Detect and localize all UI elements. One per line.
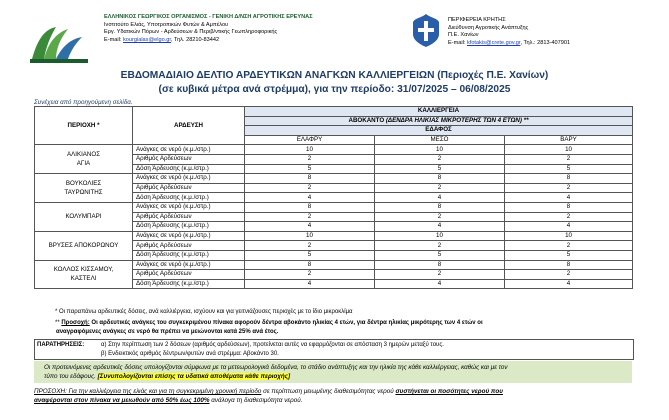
greek-coat-of-arms-icon (411, 12, 441, 48)
metric-label: Αριθμός Αρδεύσεων (133, 270, 245, 280)
region-name-line: ΑΛΙΚΙΑΝΟΣ (66, 151, 101, 159)
value-cell: 10 (245, 145, 375, 155)
region-name (35, 231, 133, 260)
value-cell: 10 (505, 145, 633, 155)
value-cell: 5 (505, 164, 633, 174)
region-name (35, 260, 133, 289)
metric-label: Ανάγκες σε νερό (κ.μ./στρ.) (133, 174, 245, 184)
value-cell: 5 (375, 164, 505, 174)
email-label: E-mail: (448, 39, 466, 46)
org-line: Διεύθυνση Αγροτικής Ανάπτυξης (448, 24, 529, 31)
value-cell: 4 (245, 222, 375, 232)
footnote-marker: ** (55, 320, 62, 326)
warning-recommendation: συστήνεται οι ποσότητες νερού που (395, 388, 503, 395)
footnote-regions: * Οι παραπάνω αρδευτικές δόσεις, ανά καλλιέργεια, ισχύουν και για γειτνιάζουσες περιοχές με το ίδιο μικροκλίμα (55, 309, 353, 315)
phone-text: , Τηλ. 28210-83442 (170, 36, 220, 43)
remarks-box (34, 339, 634, 360)
elgo-organization-block (104, 14, 313, 44)
warning-reduction: αναφέρονται στον πίνακα να μειωθούν από 50% έως 100% (34, 397, 210, 404)
footnote-age-text: Οι αρδευτικές ανάγκες του συγκεκριμένου πίνακα αφορούν δέντρα αβοκάντο ηλικίας 4 ετών, για δέντρα ηλικίας μικρότερης των 4 ετών οι (89, 320, 483, 326)
info-line-1: Οι προτεινόμενες αρδευτικές δόσεις υπολογίζονται σύμφωνα με τα μετεωρολογικά δεδομένα, το στάδιο ανάπτυξης και την ηλικία της κάθε καλλιέργειας, καθώς και με τον (44, 364, 508, 371)
value-cell: 8 (375, 202, 505, 212)
region-name-line: ΤΑΥΡΩΝΙΤΗΣ (64, 189, 103, 197)
value-cell: 2 (245, 241, 375, 251)
metric-label: Αριθμός Αρδεύσεων (133, 183, 245, 193)
table-row (35, 231, 633, 241)
continuation-note: Συνέχεια από προηγούμενη σελίδα. (34, 99, 133, 106)
value-cell: 8 (245, 202, 375, 212)
metric-label: Αριθμός Αρδεύσεων (133, 212, 245, 222)
value-cell: 8 (375, 260, 505, 270)
irrigation-table (34, 106, 633, 289)
value-cell: 2 (245, 212, 375, 222)
info-line-2 (44, 372, 290, 381)
value-cell: 5 (505, 250, 633, 260)
metric-label: Ανάγκες σε νερό (κ.μ./στρ.) (133, 202, 245, 212)
value-cell: 8 (505, 174, 633, 184)
value-cell: 5 (245, 250, 375, 260)
soil-type-light: ΕΛΑΦΡΥ (245, 135, 375, 145)
info-box (34, 361, 632, 383)
soil-type-medium: ΜΕΣΟ (375, 135, 505, 145)
value-cell: 4 (245, 193, 375, 203)
column-header-irrigation: ΑΡΔΕΥΣΗ (133, 107, 245, 145)
region-organization-block (448, 17, 570, 47)
remarks-label: ΠΑΡΑΤΗΡΗΣΕΙΣ: (37, 342, 85, 348)
value-cell: 4 (375, 279, 505, 289)
value-cell: 8 (375, 174, 505, 184)
column-header-region: ΠΕΡΙΟΧΗ * (35, 107, 133, 145)
region-name-line: ΚΟΛΛΟΣ ΚΙΣΣΑΜΟΥ, (53, 266, 114, 274)
soil-header: ΕΔΑΦΟΣ (245, 126, 633, 136)
value-cell: 10 (375, 231, 505, 241)
org-contact (104, 37, 313, 45)
metric-label: Ανάγκες σε νερό (κ.μ./στρ.) (133, 145, 245, 155)
region-name-line: ΚΑΣΤΕΛΙ (70, 275, 97, 283)
value-cell: 4 (505, 279, 633, 289)
remark-b: β) Ενδεικτικός αριθμός δέντρων/φυτών ανά στρέμμα: Αβοκάντο 30. (101, 351, 279, 357)
crops-header: ΚΑΛΛΙΕΡΓΕΙΑ (245, 107, 633, 117)
value-cell: 4 (505, 222, 633, 232)
footnote-age-continuation: αναγραφόμενες ανάγκες σε νερό θα πρέπει να μειώνονται κατά 25% ανά έτος. (56, 329, 279, 335)
letterhead (0, 0, 669, 70)
water-reserves-highlight: [Συνυπολογίζονται επίσης τα υδατικά αποθέματα κάθε περιοχής] (97, 373, 291, 380)
value-cell: 10 (245, 231, 375, 241)
value-cell: 8 (245, 260, 375, 270)
value-cell: 8 (505, 202, 633, 212)
value-cell: 10 (505, 231, 633, 241)
value-cell: 2 (505, 241, 633, 251)
value-cell: 2 (505, 154, 633, 164)
value-cell: 2 (245, 183, 375, 193)
email-label: E-mail: (104, 36, 122, 43)
metric-label: Δόση Άρδευσης (κ.μ./στρ.) (133, 164, 245, 174)
metric-label: Δόση Άρδευσης (κ.μ./στρ.) (133, 193, 245, 203)
table-row (35, 174, 633, 184)
value-cell: 2 (505, 270, 633, 280)
value-cell: 8 (245, 174, 375, 184)
org-contact (448, 40, 570, 48)
warning-mid: σε περίπτωση μειωμένης διαθεσιμότητας νερού (261, 388, 396, 395)
value-cell: 4 (375, 222, 505, 232)
elgo-dimitra-logo-icon (26, 19, 94, 67)
warning-line-1 (34, 387, 503, 396)
document-title: ΕΒΔΟΜΑΔΙΑΙΟ ΔΕΛΤΙΟ ΑΡΔΕΥΤΙΚΩΝ ΑΝΑΓΚΩΝ ΚΑΛΛΙΕΡΓΕΙΩΝ (Περιοχές Π.Ε. Χανίων) (120, 70, 549, 81)
org-line: Ινστιτούτο Ελιάς, Υποτροπικών Φυτών & Αμπέλου (104, 21, 229, 28)
metric-label: Ανάγκες σε νερό (κ.μ./στρ.) (133, 231, 245, 241)
warning-lead: ΠΡΟΣΟΧΗ: Για την καλλιέργεια της ελιάς και για τη συγκεκριμένη χρονική περίοδο (34, 388, 262, 395)
value-cell: 4 (375, 193, 505, 203)
value-cell: 2 (245, 154, 375, 164)
org-line: Π.Ε. Χανίων (448, 32, 479, 39)
region-name (35, 145, 133, 174)
region-name (35, 202, 133, 231)
footnote-attention-label: Προσοχή: (61, 320, 90, 326)
soil-type-heavy: ΒΑΡΥ (505, 135, 633, 145)
info-line-2-text: τύπο του εδάφους. (44, 373, 98, 380)
footnote-age (55, 320, 483, 326)
table-row (35, 145, 633, 155)
value-cell: 2 (505, 212, 633, 222)
metric-label: Ανάγκες σε νερό (κ.μ./στρ.) (133, 260, 245, 270)
org-line: ΕΛΛΗΝΙΚΟΣ ΓΕΩΡΓΙΚΟΣ ΟΡΓΑΝΙΣΜΟΣ - ΓΕΝΙΚΗ Δ/ΝΣΗ ΑΓΡΟΤΙΚΗΣ ΕΡΕΥΝΑΣ (104, 14, 313, 20)
value-cell: 2 (375, 270, 505, 280)
value-cell: 8 (505, 260, 633, 270)
warning-tail: ανάλογα τη διαθεσιμότητα νερού. (209, 397, 303, 404)
org-line: ΠΕΡΙΦΕΡΕΙΑ ΚΡΗΤΗΣ (448, 17, 506, 23)
region-name-line: ΑΓΙΑ (76, 160, 91, 168)
crop-name: ΑΒΟΚΑΝΤΟ (348, 116, 385, 124)
value-cell: 5 (245, 164, 375, 174)
value-cell: 2 (245, 270, 375, 280)
value-cell: 2 (505, 183, 633, 193)
metric-label: Δόση Άρδευσης (κ.μ./στρ.) (133, 250, 245, 260)
phone-text: , Τηλ.: 2813-407901 (520, 39, 571, 46)
crop-detail: (ΔΕΝΔΡΑ ΗΛΙΚΙΑΣ ΜΙΚΡΟΤΕΡΗΣ ΤΩΝ 4 ΕΤΩΝ) ** (385, 116, 529, 124)
region-name-line: ΚΟΛΥΜΠΑΡΙ (65, 213, 102, 221)
document-subtitle: (σε κυβικά μέτρα ανά στρέμμα), για την περίοδο: 31/07/2025 – 06/08/2025 (158, 84, 511, 95)
metric-label: Αριθμός Αρδεύσεων (133, 241, 245, 251)
value-cell: 2 (375, 241, 505, 251)
email-link[interactable]: kourgialas@elgo.gr (122, 36, 171, 43)
remark-a: α) Στην περίπτωση των 2 δόσεων (αριθμός αρδεύσεων), προτείνεται αυτές να εφαρμόζονται σε απόσταση 3 ημερών μεταξύ τους. (101, 342, 444, 348)
region-name (35, 174, 133, 203)
value-cell: 10 (375, 145, 505, 155)
value-cell: 2 (375, 154, 505, 164)
value-cell: 2 (375, 212, 505, 222)
value-cell: 4 (245, 279, 375, 289)
region-name-line: ΒΟΥΚΟΛΙΕΣ (65, 180, 102, 188)
table-row (35, 202, 633, 212)
email-link[interactable]: kfotakis@crete.gov.gr (466, 39, 521, 46)
table-row (35, 260, 633, 270)
org-line: Εργ. Υδατικών Πόρων - Αρδεύσεων & Περιβ/ντικής Γεωπληροφορικής (104, 29, 278, 36)
metric-label: Δόση Άρδευσης (κ.μ./στρ.) (133, 222, 245, 232)
region-name-line: ΒΡΥΣΕΣ ΑΠΟΚΟΡΩΝΟΥ (48, 242, 119, 250)
value-cell: 5 (375, 250, 505, 260)
crop-header (245, 116, 633, 126)
value-cell: 2 (375, 183, 505, 193)
value-cell: 4 (505, 193, 633, 203)
warning-line-2 (34, 396, 302, 405)
metric-label: Δόση Άρδευσης (κ.μ./στρ.) (133, 279, 245, 289)
metric-label: Αριθμός Αρδεύσεων (133, 154, 245, 164)
